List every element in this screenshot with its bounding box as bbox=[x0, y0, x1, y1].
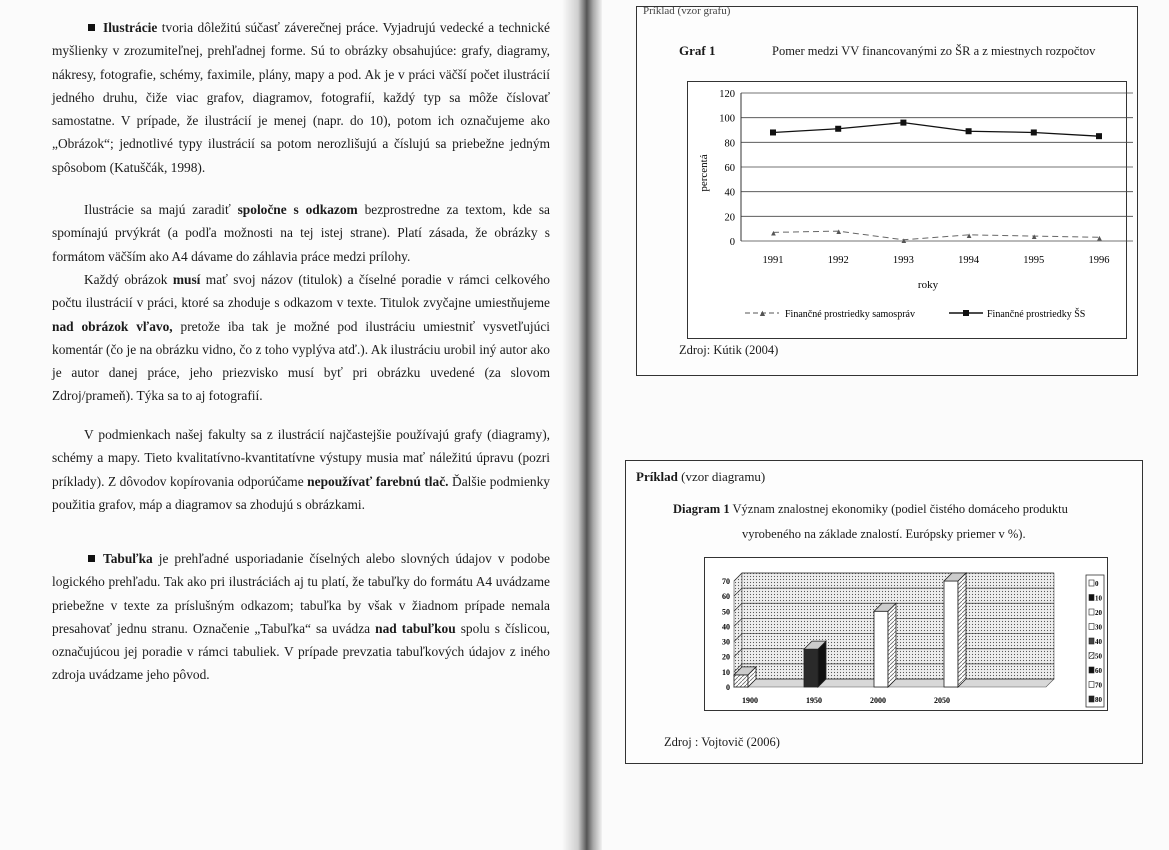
bar-chart-legend-label: 60 bbox=[1095, 667, 1102, 675]
bar-chart-legend-label: 10 bbox=[1095, 594, 1102, 603]
paragraph-tables: Tabuľka je prehľadné usporiadanie číselných alebo slovných údajov v podobe logického prehľadu. Tak ako pri ilustráciách aj tu platí, že tabuľky do formátu A4 uvádzame priebežne v texte za príslušným odkazom; tabuľka by však v žiadnom prípade nemala presahovať jednu stranu. Označenie „Tabuľka“ sa uvádza nad tabuľkou spolu s číslicou, označujúcou jej poradie v rámci tabuliek. V prípade prevzatia tabuľkových údajov z iného zdroja uvádzame jeho pôvod. bbox=[52, 551, 550, 683]
diagram-source: Zdroj : Vojtovič (2006) bbox=[664, 735, 780, 749]
paragraph-illustrations: Ilustrácie tvoria dôležitú súčasť záverečnej práce. Vyjadrujú vedecké a technické myšlienky v zrozumiteľnej, prehľadnej forme. Sú to obrázky obsahujúce: grafy, diagramy, nákresy, fotografie, schémy, faximile, plány, mapy a pod. Ak je v práci väčší počet ilustrácií jedného druhu, čiže viac grafov, diagramov, fotografií, každý typ sa môže číslovať samostatne. V prípade, že ilustrácií je menej (napr. do 10), potom ich označujeme ako „Obrázok“; jednotlivé typy ilustrácií sa potom nerozlišujú a číslujú sa priebežne jedným spôsobom (Katuščák, 1998). bbox=[52, 20, 551, 175]
diagram-example-header: Príklad (vzor diagramu) bbox=[636, 469, 766, 484]
bar-chart-legend-label: 70 bbox=[1095, 681, 1102, 690]
bar-chart-legend-label: 40 bbox=[1095, 638, 1102, 646]
diagram-caption-line1: Diagram 1 Význam znalostnej ekonomiky (podiel čistého domáceho produktu bbox=[673, 502, 1068, 516]
triangle-marker-icon: ▲ bbox=[758, 308, 767, 318]
line-chart-point: ▲ bbox=[1030, 232, 1039, 242]
line-chart-xtick: 1996 bbox=[1088, 255, 1110, 266]
line-chart-point bbox=[1031, 129, 1037, 135]
diagram-caption-line2: vyrobeného na základe znalostí. Európsky priemer v %). bbox=[742, 527, 1026, 541]
graph-example-box bbox=[636, 6, 1138, 376]
bar-chart-xtick: 2050 bbox=[934, 696, 950, 705]
bar-chart-legend-label: 50 bbox=[1095, 652, 1102, 661]
bar-chart-legend-swatch bbox=[1089, 667, 1094, 673]
bar-chart-ytick: 70 bbox=[722, 577, 730, 586]
line-chart-point bbox=[770, 129, 776, 135]
legend-series-2: Finančné prostriedky ŠS bbox=[987, 309, 1086, 320]
line-chart-point: ▲ bbox=[899, 235, 908, 245]
line-chart-point: ▲ bbox=[769, 228, 778, 238]
bar-chart-legend-label: 0 bbox=[1095, 580, 1099, 588]
line-chart-ytick: 60 bbox=[724, 163, 735, 174]
diagram-number: Diagram 1 bbox=[673, 502, 730, 516]
bar-chart-xtick: 2000 bbox=[870, 696, 886, 705]
bar-chart-bar-side bbox=[958, 573, 966, 687]
bar-chart-ytick: 60 bbox=[722, 592, 730, 602]
line-chart-series-1 bbox=[773, 231, 1099, 240]
line-chart-xtick: 1991 bbox=[762, 255, 784, 266]
bar-chart-legend-label: 30 bbox=[1095, 623, 1102, 632]
line-chart-xtick: 1993 bbox=[892, 255, 914, 266]
left-page bbox=[0, 0, 575, 850]
bar-chart-legend-swatch bbox=[1089, 638, 1094, 644]
line-chart-ytick: 40 bbox=[724, 187, 735, 199]
line-chart-point: ▲ bbox=[834, 227, 843, 237]
bar-chart-ytick: 50 bbox=[722, 607, 730, 617]
line-chart-xtick: 1992 bbox=[827, 255, 849, 266]
line-chart-ytick: 0 bbox=[729, 237, 735, 248]
graph-source: Zdroj: Kútik (2004) bbox=[679, 343, 779, 357]
bar-chart-ytick: 20 bbox=[722, 652, 730, 662]
line-chart-point bbox=[1096, 133, 1102, 139]
bar-chart-ytick: 0 bbox=[726, 683, 730, 692]
graph-example-header: Príklad (vzor grafu) bbox=[643, 5, 731, 17]
bar-chart-ytick: 10 bbox=[722, 667, 730, 677]
bar-chart-bar bbox=[804, 649, 818, 687]
graph-caption: Pomer medzi VV financovanými zo ŠR a z miestnych rozpočtov bbox=[772, 44, 1096, 58]
square-marker-icon bbox=[963, 310, 969, 316]
line-chart-point: ▲ bbox=[1095, 233, 1104, 243]
bar-chart-legend-swatch bbox=[1089, 609, 1094, 615]
legend-series-1: Finančné prostriedky samospráv bbox=[785, 309, 915, 320]
bar-chart-legend-swatch bbox=[1089, 696, 1094, 702]
bar-chart-legend-swatch bbox=[1089, 682, 1094, 688]
bar-chart-bar bbox=[874, 611, 888, 687]
line-chart-ylabel: percentá bbox=[698, 154, 710, 192]
line-chart-legend bbox=[745, 308, 1085, 320]
graph-number: Graf 1 bbox=[679, 43, 716, 58]
bar-chart-ytick: 30 bbox=[722, 637, 730, 647]
term-illustrations: Ilustrácie bbox=[103, 20, 158, 35]
line-chart-xtick: 1995 bbox=[1023, 255, 1045, 266]
line-chart-ytick: 80 bbox=[724, 138, 735, 150]
bar-chart-back-wall bbox=[742, 573, 1054, 679]
diagram-example-box bbox=[625, 460, 1143, 764]
line-chart-xtick: 1994 bbox=[958, 255, 980, 266]
bullet-icon bbox=[88, 555, 95, 562]
bar-chart-legend-label: 20 bbox=[1095, 609, 1102, 617]
bar-chart-bar bbox=[734, 675, 748, 687]
line-chart-point: ▲ bbox=[965, 230, 974, 240]
bar-chart-legend-swatch bbox=[1089, 595, 1094, 601]
bar-chart-legend-label: 80 bbox=[1095, 696, 1102, 704]
bar-chart-xtick: 1950 bbox=[806, 696, 822, 705]
line-chart-point bbox=[835, 126, 841, 132]
bar-chart-bar-side bbox=[888, 603, 896, 687]
bar-chart-legend-swatch bbox=[1089, 624, 1094, 630]
bar-chart-legend-swatch bbox=[1089, 653, 1094, 659]
paragraph-title-rules: Každý obrázok musí mať svoj názov (titulok) a číselné poradie v rámci celkového počtu ilustrácií v práci, ktoré sa zhoduje s odkazom v texte. Titulok zvyčajne umiestňujeme nad obrázok vľavo, pretože iba tak je možné pod ilustráciu umiestniť vysvetľujúci komentár (čo je na obrázku vidno, čo z toho vyplýva atď.). Ak ilustráciu urobil iný autor ako je autor danej práce, jeho priezvisko musí byť pri obrázku uvedené (za slovom Zdroj/prameň). Týka sa to aj fotografií. bbox=[52, 272, 550, 404]
line-chart-ytick: 100 bbox=[719, 113, 735, 125]
paragraph-faculty: V podmienkach našej fakulty sa z ilustrácií najčastejšie používajú grafy (diagramy), schémy a mapy. Tieto kvalitatívno-kvantitatívne výstupy musia mať náležitú úpravu (pozri príklady). Z dôvodov kopírovania odporúčame nepoužívať farebnú tlač. Ďalšie podmienky použitia grafov, máp a diagramov sa zhodujú s obrázkami. bbox=[52, 427, 550, 512]
bar-chart bbox=[626, 461, 1142, 763]
paragraph-placement: Ilustrácie sa majú zaradiť spoločne s odkazom bezprostredne za textom, kde sa spomínajú prvýkrát (a podľa možnosti na tej istej strane). Platí zásada, že obrázky s formátom väčším ako A4 dávame do záhlavia práce medzi prílohy. bbox=[52, 202, 550, 264]
term-table: Tabuľka bbox=[103, 551, 153, 566]
bar-chart-ytick: 40 bbox=[722, 622, 730, 632]
line-chart-point bbox=[966, 128, 972, 134]
line-chart-series-2 bbox=[773, 123, 1099, 137]
line-chart-ytick: 120 bbox=[719, 89, 735, 100]
line-chart bbox=[637, 7, 1137, 375]
book-spine-shadow bbox=[562, 0, 602, 850]
bar-chart-xtick: 1900 bbox=[742, 696, 758, 705]
bar-chart-bar bbox=[944, 581, 958, 687]
line-chart-point bbox=[900, 120, 906, 126]
line-chart-ytick: 20 bbox=[724, 212, 735, 224]
bar-chart-legend-swatch bbox=[1089, 580, 1094, 586]
bullet-icon bbox=[88, 24, 95, 31]
line-chart-xlabel: roky bbox=[917, 279, 939, 291]
